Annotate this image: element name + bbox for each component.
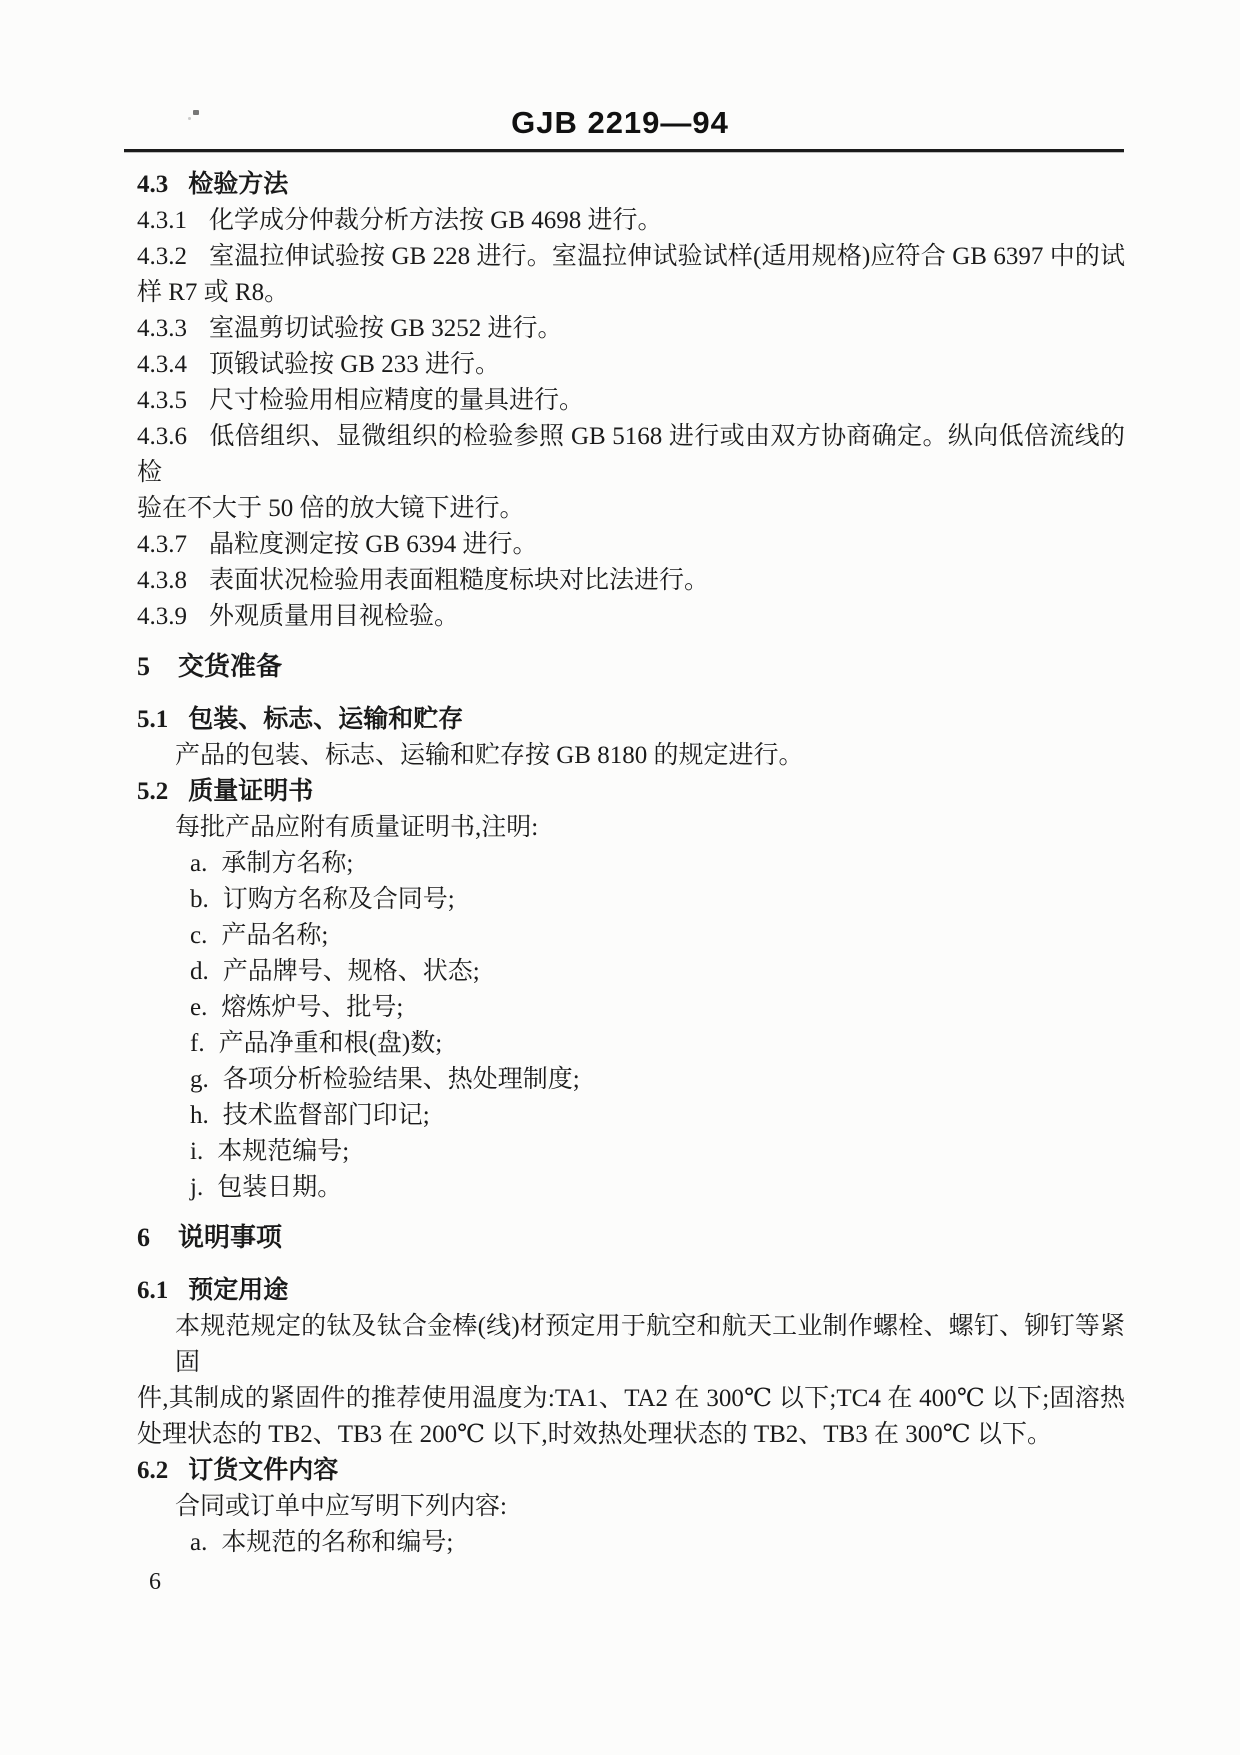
clause-number: b. — [190, 886, 209, 913]
clause-number: h. — [190, 1102, 209, 1129]
line-text: 各项分析检验结果、热处理制度; — [222, 1066, 580, 1093]
line-text: 交货准备 — [178, 652, 283, 681]
clause-number: a. — [190, 1529, 208, 1556]
line-text: 熔炼炉号、批号; — [221, 994, 404, 1021]
clause-number: d. — [190, 958, 209, 985]
line-text: 包装、标志、运输和贮存 — [188, 706, 464, 733]
scan-speck — [188, 117, 191, 120]
section-heading-line — [137, 649, 1125, 685]
header-rule — [124, 149, 1124, 152]
clause-number: j. — [190, 1174, 204, 1201]
clause-number: 4.3.5 — [137, 387, 187, 414]
clause-line — [137, 527, 1125, 563]
clause-line — [137, 203, 1125, 239]
list-item-line — [137, 1134, 1125, 1170]
scan-speck — [193, 110, 199, 115]
clause-line — [137, 419, 1125, 491]
clause-number: 4.3.6 — [137, 423, 187, 450]
clause-number: 5.1 — [137, 706, 169, 733]
paragraph-line — [137, 738, 1125, 774]
line-text: 合同或订单中应写明下列内容: — [175, 1493, 507, 1520]
clause-number: 4.3 — [137, 171, 169, 198]
paragraph-line — [137, 1489, 1125, 1525]
list-item-line — [137, 1026, 1125, 1062]
clause-line — [137, 383, 1125, 419]
subsection-heading-line — [137, 1273, 1125, 1309]
line-text: 产品名称; — [221, 922, 329, 949]
line-text: 验在不大于 50 倍的放大镜下进行。 — [137, 495, 525, 522]
list-item-line — [137, 990, 1125, 1026]
clause-number: 4.3.9 — [137, 603, 187, 630]
line-text: 化学成分仲裁分析方法按 GB 4698 进行。 — [209, 207, 663, 234]
line-text: 质量证明书 — [188, 778, 314, 805]
clause-number: 4.3.2 — [137, 243, 187, 270]
clause-number: 6.1 — [137, 1277, 169, 1304]
line-text: 技术监督部门印记; — [222, 1102, 430, 1129]
clause-line — [137, 347, 1125, 383]
standard-number-header: GJB 2219—94 — [511, 105, 729, 140]
clause-number: 5 — [137, 652, 150, 681]
line-text: 本规范编号; — [217, 1138, 350, 1165]
line-text: 本规范的名称和编号; — [221, 1529, 454, 1556]
clause-number: 5.2 — [137, 778, 169, 805]
line-text: 订购方名称及合同号; — [222, 886, 455, 913]
clause-number: 6 — [137, 1223, 150, 1252]
line-text: 每批产品应附有质量证明书,注明: — [175, 814, 539, 841]
section-heading-line — [137, 1220, 1125, 1256]
clause-number: 4.3.3 — [137, 315, 187, 342]
paragraph-line — [137, 810, 1125, 846]
continuation-line — [137, 1381, 1125, 1417]
clause-number: 4.3.7 — [137, 531, 187, 558]
list-item-line — [137, 1170, 1125, 1206]
clause-line — [137, 311, 1125, 347]
line-text: 表面状况检验用表面粗糙度标块对比法进行。 — [209, 567, 710, 594]
clause-number: a. — [190, 850, 208, 877]
line-text: 室温拉伸试验按 GB 228 进行。室温拉伸试验试样(适用规格)应符合 GB 6397 中的试 — [209, 243, 1125, 270]
line-text: 处理状态的 TB2、TB3 在 200℃ 以下,时效热处理状态的 TB2、TB3 在 300℃ 以下。 — [137, 1421, 1052, 1448]
clause-number: f. — [190, 1030, 205, 1057]
clause-line — [137, 239, 1125, 275]
clause-number: 4.3.1 — [137, 207, 187, 234]
list-item-line — [137, 882, 1125, 918]
clause-number: g. — [190, 1066, 209, 1093]
line-text: 产品牌号、规格、状态; — [222, 958, 480, 985]
list-item-line — [137, 1098, 1125, 1134]
clause-line — [137, 563, 1125, 599]
document-body — [137, 167, 1125, 1600]
line-text: 说明事项 — [178, 1223, 283, 1252]
line-text: 尺寸检验用相应精度的量具进行。 — [209, 387, 585, 414]
continuation-line — [137, 275, 1125, 311]
paragraph-line — [137, 1309, 1125, 1381]
line-text: 低倍组织、显微组织的检验参照 GB 5168 进行或由双方协商确定。纵向低倍流线的检 — [137, 423, 1125, 486]
clause-number: 4.3.4 — [137, 351, 187, 378]
line-text: 预定用途 — [188, 1277, 289, 1304]
clause-number: 6.2 — [137, 1457, 169, 1484]
subsection-heading-line — [137, 1453, 1125, 1489]
page-number: 6 — [149, 1569, 161, 1595]
line-text: 晶粒度测定按 GB 6394 进行。 — [209, 531, 538, 558]
clause-number: e. — [190, 994, 208, 1021]
clause-line — [137, 599, 1125, 635]
line-text: 订货文件内容 — [188, 1457, 339, 1484]
list-item-line — [137, 846, 1125, 882]
clause-number: i. — [190, 1138, 204, 1165]
line-text: 外观质量用目视检验。 — [209, 603, 460, 630]
subsection-heading-line — [137, 774, 1125, 810]
line-text: 本规范规定的钛及钛合金棒(线)材预定用于航空和航天工业制作螺栓、螺钉、铆钉等紧固 — [175, 1313, 1125, 1376]
line-text: 室温剪切试验按 GB 3252 进行。 — [209, 315, 563, 342]
line-text: 产品的包装、标志、运输和贮存按 GB 8180 的规定进行。 — [175, 742, 804, 769]
line-text: 包装日期。 — [217, 1174, 343, 1201]
line-text: 顶锻试验按 GB 233 进行。 — [209, 351, 500, 378]
list-item-line — [137, 1062, 1125, 1098]
line-text: 承制方名称; — [221, 850, 354, 877]
continuation-line — [137, 491, 1125, 527]
list-item-line — [137, 918, 1125, 954]
subsection-heading-line — [137, 702, 1125, 738]
subsection-heading-line — [137, 167, 1125, 203]
continuation-line — [137, 1417, 1125, 1453]
clause-number: c. — [190, 922, 208, 949]
line-text: 样 R7 或 R8。 — [137, 279, 290, 306]
line-text: 产品净重和根(盘)数; — [218, 1030, 443, 1057]
list-item-line — [137, 954, 1125, 990]
clause-number: 4.3.8 — [137, 567, 187, 594]
line-text: 件,其制成的紧固件的推荐使用温度为:TA1、TA2 在 300℃ 以下;TC4 在 400℃ 以下;固溶热 — [137, 1385, 1125, 1412]
list-item-line — [137, 1525, 1125, 1561]
line-text: 检验方法 — [188, 171, 289, 198]
